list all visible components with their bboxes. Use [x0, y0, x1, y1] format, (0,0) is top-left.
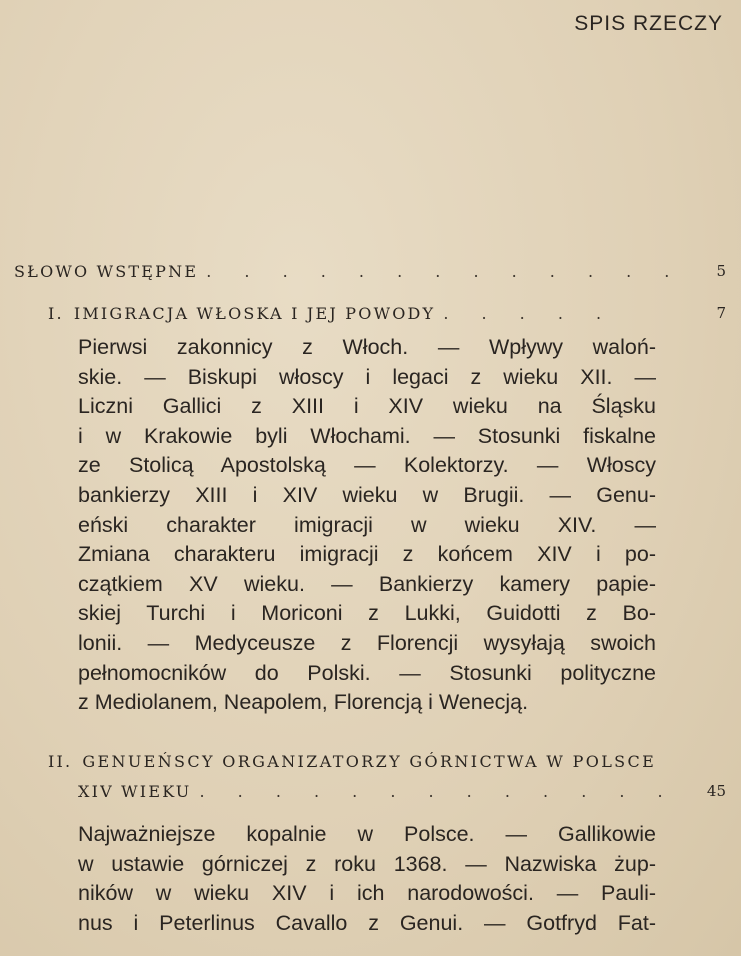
toc-leader-dots: . . . . . . . . . . . . .	[206, 262, 684, 281]
toc-chapter-numeral: I.	[48, 304, 64, 323]
toc-entry-chapter-2[interactable]	[48, 752, 730, 771]
chapter-2-summary	[78, 820, 656, 938]
summary-line: eński charakter imigracji w wieku XIV. —	[78, 512, 656, 537]
toc-chapter-numeral: II.	[48, 752, 73, 771]
summary-line: Liczni Gallici z XIII i XIV wieku na Śląsku	[78, 394, 656, 419]
toc-entry-title: SŁOWO WSTĘPNE	[14, 262, 199, 281]
summary-line: nus i Peterlinus Cavallo z Genui. — Gotfryd Fat-	[78, 910, 656, 935]
toc-leader-dots: . . . . .	[443, 304, 616, 323]
summary-line: bankierzy XIII i XIV wieku w Brugii. — Genu-	[78, 482, 656, 507]
summary-line: Pierwsi zakonnicy z Włoch. — Wpływy waloń-	[78, 335, 656, 359]
toc-page-number: 45	[706, 782, 726, 800]
summary-line: pełnomocników do Polski. — Stosunki polityczne	[78, 660, 656, 685]
summary-line: i w Krakowie byli Włochami. — Stosunki fiskalne	[78, 423, 656, 448]
toc-entry-chapter-1[interactable]	[48, 304, 726, 323]
summary-line: skiej Turchi i Moriconi z Lukki, Guidotti z Bo-	[78, 601, 656, 626]
toc-entry-title: IMIGRACJA WŁOSKA I JEJ POWODY	[73, 304, 436, 323]
toc-entry-chapter-2-continuation[interactable]	[78, 782, 726, 801]
toc-leader-dots: . . . . . . . . . . . . .	[199, 782, 677, 801]
summary-line: w ustawie górniczej z roku 1368. — Nazwiska żup-	[78, 851, 656, 876]
toc-entry-title: XIV WIEKU	[78, 782, 192, 801]
toc-page-number: 7	[716, 304, 726, 322]
summary-line: ze Stolicą Apostolską — Kolektorzy. — Włoscy	[78, 453, 656, 478]
summary-line: Zmiana charakteru imigracji z końcem XIV i po-	[78, 542, 656, 567]
toc-page-number: 5	[716, 262, 726, 280]
summary-line: Najważniejsze kopalnie w Polsce. — Gallikowie	[78, 822, 656, 846]
summary-line: czątkiem XV wieku. — Bankierzy kamery papie-	[78, 571, 656, 596]
toc-entry-preface[interactable]	[14, 262, 726, 281]
summary-line: lonii. — Medyceusze z Florencji wysyłają swoich	[78, 630, 656, 655]
summary-line: skie. — Biskupi włoscy i legaci z wieku XII. —	[78, 364, 656, 389]
summary-line: ników w wieku XIV i ich narodowości. — Pauli-	[78, 881, 656, 906]
toc-entry-title: GENUEŃSCY ORGANIZATORZY GÓRNICTWA W POLSCE	[82, 752, 657, 771]
chapter-1-summary	[78, 333, 656, 718]
summary-line: z Mediolanem, Neapolem, Florencją i Wenecją.	[78, 690, 529, 715]
page-header: SPIS RZECZY	[574, 12, 723, 35]
